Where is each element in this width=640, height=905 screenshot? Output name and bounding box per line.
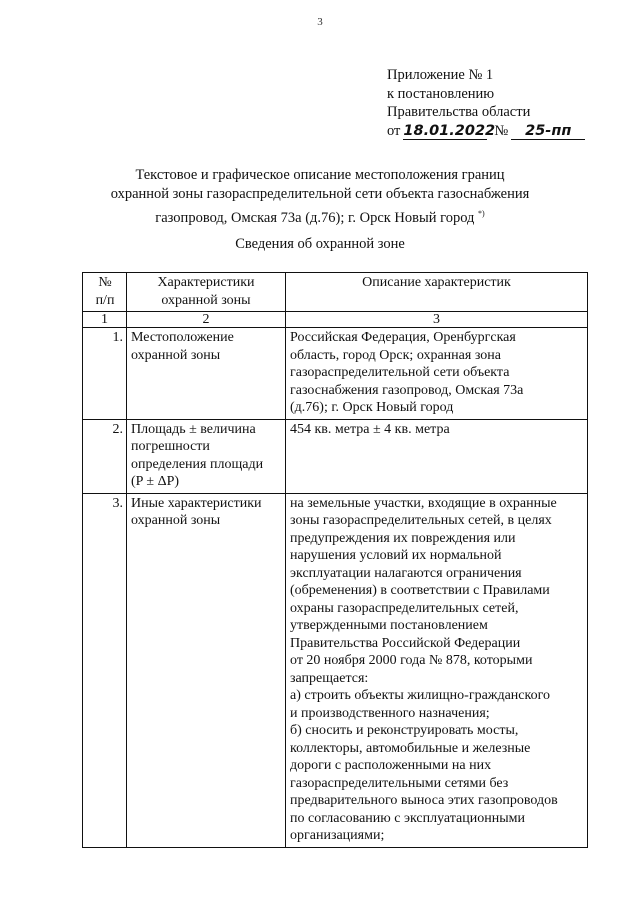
index-cell: 3 <box>286 312 588 328</box>
description-line: на земельные участки, входящие в охранные <box>290 495 557 511</box>
description-line: область, город Орск; охранная зона <box>290 347 501 363</box>
description-line: организациями; <box>290 828 385 843</box>
protection-zone-table <box>82 272 588 848</box>
number-prefix: № <box>494 122 509 139</box>
handwritten-date: 18.01.2022 <box>403 123 496 139</box>
description-line: от 20 ноября 2000 года № 878, которыми <box>290 653 533 668</box>
section-heading: Сведения об охранной зоне <box>235 236 405 252</box>
description-line: утвержденными постановлением <box>290 618 488 633</box>
row-characteristic <box>127 419 286 493</box>
footnote-mark: *) <box>478 209 485 218</box>
description-line: предварительного выноса этих газопроводов <box>290 793 558 808</box>
row-description <box>286 493 588 847</box>
description-line: предупреждения их повреждения или <box>290 530 516 546</box>
characteristic-line: Иные характеристики <box>131 495 262 511</box>
table-header-row <box>83 273 588 312</box>
description-line: (обременения) в соответствии с Правилами <box>290 583 550 598</box>
row-description <box>286 419 588 493</box>
appendix-title: Приложение № 1 <box>387 67 494 83</box>
description-line: (д.76); г. Орск Новый город <box>290 400 454 415</box>
header-number-abbr: п/п <box>95 292 115 308</box>
header-cell-number <box>83 273 127 312</box>
characteristic-line: охранной зоны <box>131 513 221 528</box>
row-number: 3. <box>83 493 127 847</box>
row-number: 1. <box>83 328 127 420</box>
description-line: зоны газораспределительных сетей, в целях <box>290 513 552 528</box>
description-line: нарушения условий их нормальной <box>290 548 502 563</box>
table-row <box>83 328 588 420</box>
description-line: газоснабжения газопровод, Омская 73а <box>290 382 524 398</box>
appendix-block <box>387 66 585 140</box>
document-title <box>0 166 640 228</box>
row-characteristic <box>127 493 286 847</box>
header-number-sign: № <box>98 275 112 290</box>
page-number: 3 <box>317 16 323 28</box>
title-line-2: охранной зоны газораспределительной сети объекта газоснабжения <box>110 186 530 202</box>
row-description <box>286 328 588 420</box>
header-characteristics-line2: охранной зоны <box>161 292 251 308</box>
appendix-line-decree: к постановлению <box>387 85 495 102</box>
description-line: б) сносить и реконструировать мосты, <box>290 723 519 738</box>
description-line: запрещается: <box>290 670 369 686</box>
title-line-1: Текстовое и графическое описание местоположения границ <box>135 167 505 183</box>
appendix-line-government: Правительства области <box>387 104 531 120</box>
characteristic-line: охранной зоны <box>131 347 221 363</box>
characteristic-line: Местоположение <box>131 330 234 345</box>
row-characteristic <box>127 328 286 420</box>
index-cell: 1 <box>83 312 127 328</box>
description-line: Российская Федерация, Оренбургская <box>290 330 516 345</box>
appendix-date-number-line <box>387 122 585 141</box>
description-line: эксплуатации налагаются ограничения <box>290 565 522 581</box>
table-row <box>83 419 588 493</box>
header-cell-description: Описание характеристик <box>286 273 588 312</box>
handwritten-number: 25-пп <box>511 123 585 140</box>
header-cell-characteristics <box>127 273 286 312</box>
table-row <box>83 493 588 847</box>
description-line: газораспределительной сети объекта <box>290 365 510 380</box>
characteristic-line: определения площади <box>131 456 264 472</box>
characteristic-line: Площадь ± величина <box>131 421 256 437</box>
date-prefix: от <box>387 122 401 139</box>
title-line-3: газопровод, Омская 73а (д.76); г. Орск Новый город <box>155 210 475 226</box>
description-line: 454 кв. метра ± 4 кв. метра <box>290 421 450 437</box>
header-characteristics-line1: Характеристики <box>157 275 255 290</box>
characteristic-line: погрешности <box>131 439 210 454</box>
description-line: газораспределительными сетями без <box>290 775 509 791</box>
description-line: а) строить объекты жилищно-гражданского <box>290 688 550 703</box>
description-line: охраны газораспределительных сетей, <box>290 600 519 616</box>
row-number: 2. <box>83 419 127 493</box>
description-line: коллекторы, автомобильные и железные <box>290 740 531 756</box>
description-line: по согласованию с эксплуатационными <box>290 810 525 826</box>
description-line: и производственного назначения; <box>290 705 490 721</box>
description-line: Правительства Российской Федерации <box>290 635 521 651</box>
table-index-row <box>83 312 588 328</box>
description-line: дороги с расположенными на них <box>290 758 492 773</box>
index-cell: 2 <box>127 312 286 328</box>
characteristic-line: (P ± ΔP) <box>131 474 180 489</box>
